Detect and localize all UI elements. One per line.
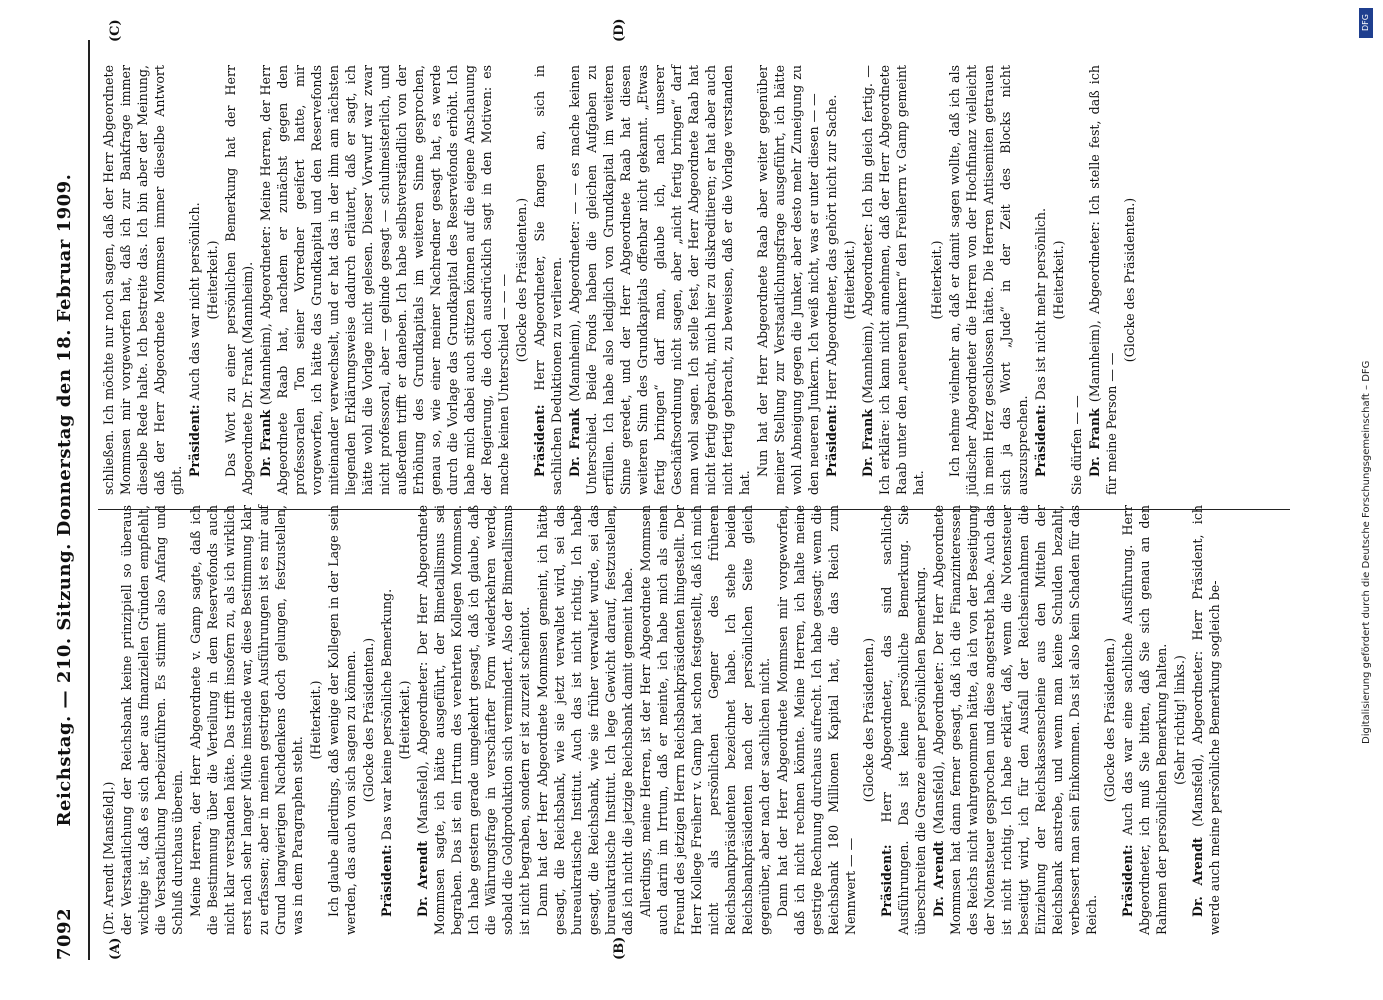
speech-text: Herr Abgeordneter, das sind sachliche Ausführungen. Das ist keine persönliche Bemerkung. Sie überschreiten die Grenze einer persönlichen Bemerkung.: [879, 505, 928, 935]
margin-mark-d: (D): [612, 18, 627, 42]
interjection: (Heiterkeit.): [205, 240, 220, 320]
speech-text: Herr Abgeordneter, Sie fangen an, sich in sachlichen Deduktionen zu verlieren.: [532, 65, 564, 495]
body-paragraph: schließen. Ich möchte nur noch sagen, daß der Herr Abgeordnete Mommsen mir vorgeworfen hat, daß ich zur Bankfrage immer dieselbe Rede halte. Ich bestreite das. Ich bin aber der Meinung, daß der Herr Abgeordnete Mommsen immer dieselbe Antwort gibt.: [101, 65, 184, 495]
speaker-name: Dr. Arendt: [1190, 837, 1205, 917]
body-paragraph: Dann hat der Herr Abgeordnete Mommsen gemeint, ich hätte gesagt, die Reichsbank, wie sie jetzt verwaltet wird, sei das bureaukratische Institut. Auch das ist nicht richtig. Ich habe gesagt, die Reichsbank, wie sie früher verwaltet wurde, sei das bureaukratische Institut. Ich lege Gewicht darauf, festzustellen, daß ich nicht die jetzige Reichsbank damit gemeint habe.: [535, 505, 635, 935]
speaker-name: Präsident:: [379, 844, 394, 917]
speaker-name: Präsident:: [1033, 404, 1048, 477]
speaker-name: Dr. Frank: [1087, 408, 1102, 477]
interjection: (Glocke des Präsidenten.): [514, 197, 529, 363]
speaker-paragraph: [378, 505, 395, 935]
speaker-name: Präsident:: [532, 404, 547, 477]
body-paragraph: (Dr. Arendt [Mansfeld].): [101, 781, 116, 935]
speech-text: (Mansfeld), Abgeordneter: Der Herr Abgeordnete Mommsen hat dann ferner gesagt, daß ich die Finanzinteressen des Reichs nicht wahrgenommen hätte, da ich von der Beseitigung der Notensteuer gesprochen und diese angestrebt habe. Auch das ist nicht richtig. Ich habe erklärt, daß, wenn die Notensteuer beseitigt wird, ich für den Ausfall der Reichseinnahmen die Einziehung der Reichskassenscheine aus den Mitteln der Reichsbank anstrebe, und wenn man keine Schulden bezahlt, verbessert man sein Einkommen. Das ist also kein Schaden für das Reich.: [931, 505, 1099, 935]
body-paragraph: Nun hat der Herr Abgeordnete Raab aber weiter gegenüber meiner Stellung zur Verstaatlichungsfrage ausgeführt, ich hätte wohl Abneigung gegen die Junker, aber desto mehr Zuneigung zu den neueren Junkern. Ich weiß nicht, was er unter diesen — —: [755, 65, 821, 495]
speaker-paragraph: [823, 65, 840, 495]
speaker-name: Präsident:: [879, 844, 894, 917]
speech-text: Das ist nicht mehr persönlich.: [1033, 207, 1048, 401]
speaker-paragraph: [1086, 65, 1120, 495]
speaker-paragraph: [1189, 505, 1223, 935]
body-paragraph: Dann hat der Herr Abgeordnete Mommsen mir vorgeworfen, daß ich nicht rechnen könnte. Meine Herren, ich halte meine gestrige Rechnung durchaus aufrecht. Ich habe gesagt: wenn die Reichsbank 180 Millionen Kapital hat, die das Reich zum Nennwert — —: [775, 505, 858, 935]
left-column: [100, 505, 1292, 935]
speaker-paragraph: [414, 505, 533, 935]
column-divider: [98, 509, 1290, 510]
interjection: (Heiterkeit.): [929, 240, 944, 320]
speech-text: Herr Abgeordneter, das gehört nicht zur Sache.: [824, 94, 839, 401]
speaker-paragraph: [1032, 65, 1049, 495]
speaker-name: Dr. Arendt: [931, 840, 946, 917]
speaker-paragraph: [531, 65, 565, 495]
speaker-name: Dr. Frank: [567, 408, 582, 477]
speaker-name: Dr. Arendt: [415, 840, 430, 917]
margin-mark-a: (A): [108, 937, 123, 960]
running-header: [48, 40, 84, 960]
speaker-name: Präsident:: [1120, 844, 1135, 917]
interjection: (Heiterkeit.): [1051, 240, 1066, 320]
body-paragraph: Ich glaube allerdings, daß wenige der Kollegen in der Lage sein werden, das auch von sich sagen zu können.: [326, 505, 358, 935]
interjection: (Glocke des Präsidenten.): [1102, 637, 1117, 803]
interjection: (Heiterkeit.): [308, 680, 323, 760]
body-paragraph: Das Wort zu einer persönlichen Bemerkung hat der Herr Abgeordnete Dr. Frank (Mannheim).: [223, 65, 255, 495]
body-paragraph: Ich nehme vielmehr an, daß er damit sagen wollte, daß ich als jüdischer Abgeordneter die Herren von der Hochfinanz vielleicht in mein Herz geschlossen hätte. Die Herren Antisemiten getrauen sich ja das Wort „Jude“ in der Zeit des Blocks nicht auszusprechen.: [947, 65, 1030, 495]
margin-mark-b: (B): [612, 936, 627, 960]
speech-text: (Mannheim), Abgeordneter: Meine Herren, der Herr Abgeordnete Raab hat, nachdem er zunächst gegen den professoralen Ton seiner Vorredner geeifert hatte, mir vorgeworfen, ich hätte das Grundkapital und den Reservefonds miteinander verwechselt, und er hat das in der ihm am nächsten liegenden Erklärungsweise dadurch erläutert, daß er sagt, ich hätte wohl die Vorlage nicht gelesen. Dieser Vorwurf war zwar nicht professoral, aber — gelinde gesagt — schulmeisterlich, und außerdem trifft er daneben. Ich habe selbstverständlich von der Erhöhung des Grundkapitals im weiteren Sinne gesprochen, genau so, wie einer meiner Nachredner gesagt hat, es werde durch die Vorlage das Grundkapital des Reservefonds erhöht. Ich habe mich dabei auch stützen können auf die eigene Anschauung der Regierung, die doch ausdrücklich sagt in den Motiven: es mache keinen Unterschied — — —: [258, 65, 511, 495]
interjection: (Glocke des Präsidenten.): [361, 637, 376, 803]
speaker-paragraph: [186, 65, 203, 495]
header-title: Reichstag. — 210. Sitzung. Donnerstag den 18. Februar 1909.: [54, 173, 75, 827]
speech-text: (Mansfeld), Abgeordneter: Herr Präsident, ich werde auch meine persönliche Bemerkung sogleich be-: [1190, 505, 1222, 935]
interjection: (Heiterkeit.): [842, 240, 857, 320]
digitization-credit: Digitalisierung gefördert durch die Deutsche Forschungsgemeinschaft – DFG: [1361, 360, 1372, 744]
speaker-paragraph: [878, 505, 929, 935]
speech-text: (Mannheim), Abgeordneter: Ich stelle fest, daß ich für meine Person — —: [1087, 65, 1119, 495]
speaker-name: Dr. Frank: [258, 409, 273, 477]
speaker-paragraph: [859, 65, 927, 495]
speaker-name: Dr. Frank: [860, 408, 875, 477]
right-column: [100, 65, 1292, 495]
speaker-name: Präsident:: [824, 404, 839, 477]
dfg-logo: DFG: [1359, 8, 1373, 38]
speech-text: Auch das war eine sachliche Ausführung. Herr Abgeordneter, ich muß Sie bitten, daß Sie sich genau an den Rahmen der persönlichen Bemerkung halten.: [1120, 505, 1169, 935]
speech-text: (Mannheim), Abgeordneter: — — es mache keinen Unterschied. Beide Fonds haben die gleichen Aufgaben zu erfüllen. Ich habe also lediglich von Grundkapital im weiteren Sinne geredet, und der Herr Abgeordnete Raab hat diesen weiteren Sinn des Grundkapitals offenbar nicht gekannt. „Etwas fertig bringen“ darf man, glaube ich, nach unserer Geschäftsordnung nicht sagen, aber „nicht fertig bringen“ darf man wohl sagen. Ich stelle fest, der Herr Abgeordnete Raab hat nicht fertig gebracht, mich hier zu diskreditieren; er hat aber auch nicht fertig gebracht, zu beweisen, daß er die Vorlage verstanden hat.: [567, 65, 752, 495]
speech-text: (Mansfeld), Abgeordneter: Der Herr Abgeordnete Mommsen sagte, ich hätte ausgeführt, der Bimetallismus sei begraben. Das ist ein Irrtum des verehrten Kollegen Mommsen. Ich habe gestern gerade umgekehrt gesagt, daß ich glaube, daß die Währungsfrage in verschärfter Form wiederkehren werde, sobald die Goldproduktion sich vermindert. Also der Bimetallismus ist nicht begraben, sondern er ist zurzeit scheintot.: [415, 505, 532, 935]
dfg-credit-strip: [1352, 0, 1383, 1000]
interjection: (Glocke des Präsidenten.): [861, 637, 876, 803]
interjection: (Sehr richtig! links.): [1172, 655, 1187, 785]
header-rule: [88, 40, 90, 960]
margin-mark-c: (C): [108, 19, 123, 42]
speaker-paragraph: [930, 505, 1100, 935]
interjection: (Heiterkeit.): [397, 680, 412, 760]
speech-text: (Mannheim), Abgeordneter: Ich bin gleich fertig. — Ich erkläre: ich kann nicht annehmen, daß der Herr Abgeordnete Raab unter den „neueren Junkern“ den Freiherrn v. Gamp gemeint hat.: [860, 65, 926, 495]
body-paragraph: der Verstaatlichung der Reichsbank keine prinzipiell so überaus wichtige ist, daß es sich aber aus finanziellen Gründen empfiehlt, die Verstaatlichung herbeizuführen. Es stimmt also Anfang und Schluß durchaus überein.: [119, 505, 185, 935]
body-paragraph: Allerdings, meine Herren, ist der Herr Abgeordnete Mommsen auch darin im Irrtum, daß er meinte, ich habe mich als einen Freund des jetzigen Herrn Reichsbankpräsidenten hingestellt. Der Herr Kollege Freiherr v. Gamp hat schon festgestellt, daß ich mich nicht als persönlichen Gegner des früheren Reichsbankpräsidenten bezeichnet habe. Ich stehe beiden Reichsbankpräsidenten nach der persönlichen Seite gleich gegenüber, aber nach der sachlichen nicht.: [638, 505, 772, 935]
interjection: (Glocke des Präsidenten.): [1122, 197, 1137, 363]
speech-text: Das war keine persönliche Bemerkung.: [379, 588, 394, 841]
speaker-paragraph: [257, 65, 512, 495]
page-number: 7092: [54, 907, 75, 960]
speech-text: Auch das war nicht persönlich.: [187, 202, 202, 401]
speaker-paragraph: [566, 65, 753, 495]
speaker-name: Präsident:: [187, 404, 202, 477]
body-paragraph: Sie dürfen — —: [1069, 395, 1084, 495]
body-paragraph: Meine Herren, der Herr Abgeordnete v. Gamp sagte, daß ich die Bestimmung über die Verteilung in dem Reservefonds auch nicht klar verstanden hätte. Das trifft insofern zu, als ich wirklich erst nach sehr langer Mühe imstande war, diese Bestimmung klar zu erfassen; aber in meinen gestrigen Ausführungen ist es mir auf Grund langwierigen Nachdenkens doch gelungen, festzustellen, was in dem Paragraphen steht.: [188, 505, 305, 935]
speaker-paragraph: [1119, 505, 1170, 935]
